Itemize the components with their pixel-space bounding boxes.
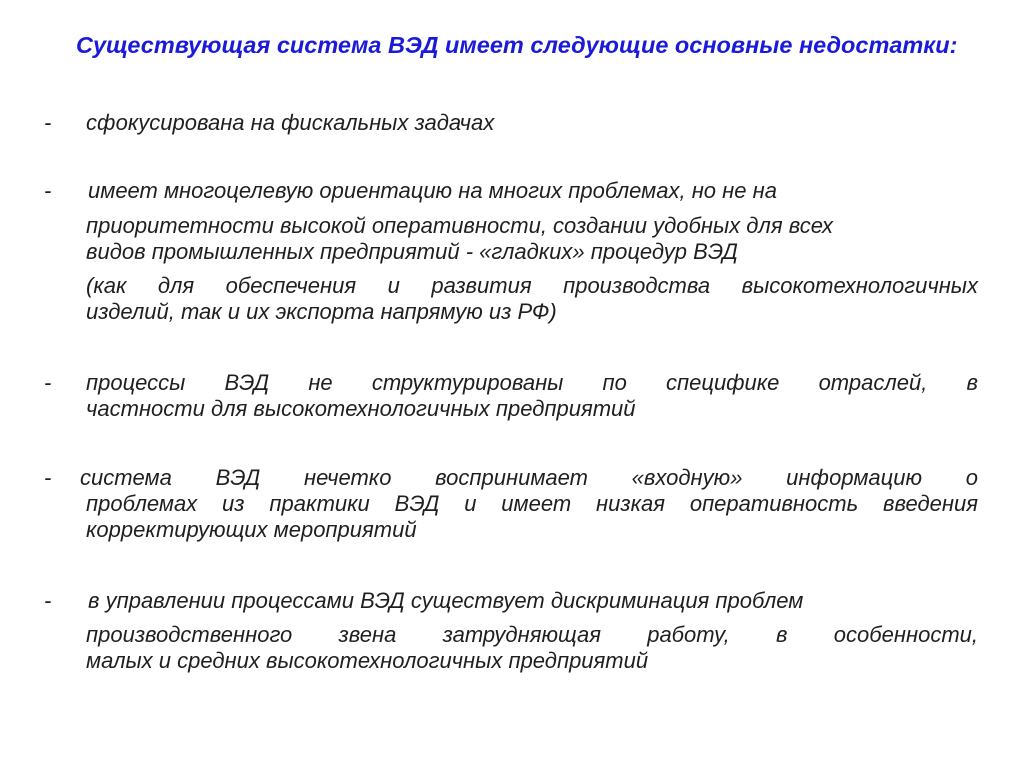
- bullet-2-line-1: имеет многоцелевую ориентацию на многих проблемах, но не на: [88, 178, 777, 203]
- bullet-3-line-1: процессы ВЭД не структурированы по специфике отраслей, в: [86, 370, 978, 395]
- bullet-2-line-2: приоритетности высокой оперативности, создании удобных для всех: [86, 213, 833, 238]
- bullet-3-line-2: частности для высокотехнологичных предприятий: [86, 396, 636, 421]
- bullet-2-line-4: (как для обеспечения и развития производства высокотехнологичных: [86, 273, 978, 298]
- bullet-dash: -: [44, 370, 52, 395]
- bullet-5-line-3: малых и средних высокотехнологичных предприятий: [86, 648, 649, 673]
- bullet-4-line-2: проблемах из практики ВЭД и имеет низкая оперативность введения: [86, 491, 978, 516]
- bullet-4-line-1: система ВЭД нечетко воспринимает «входную» информацию о: [80, 465, 978, 490]
- bullet-4-line-3: корректирующих мероприятий: [86, 517, 417, 542]
- bullet-2-line-5: изделий, так и их экспорта напрямую из РФ): [86, 299, 557, 324]
- bullet-dash: -: [44, 178, 52, 203]
- bullet-2-line-3: видов промышленных предприятий - «гладких» процедур ВЭД: [86, 239, 738, 264]
- bullet-dash: -: [44, 588, 52, 613]
- slide-title: Существующая система ВЭД имеет следующие основные недостатки:: [76, 32, 958, 58]
- bullet-5-line-2: производственного звена затрудняющая работу, в особенности,: [86, 622, 978, 647]
- bullet-dash: -: [44, 465, 52, 490]
- bullet-1-line-1: сфокусирована на фискальных задачах: [86, 110, 495, 135]
- bullet-5-line-1: в управлении процессами ВЭД существует дискриминация проблем: [88, 588, 804, 613]
- bullet-dash: -: [44, 110, 52, 135]
